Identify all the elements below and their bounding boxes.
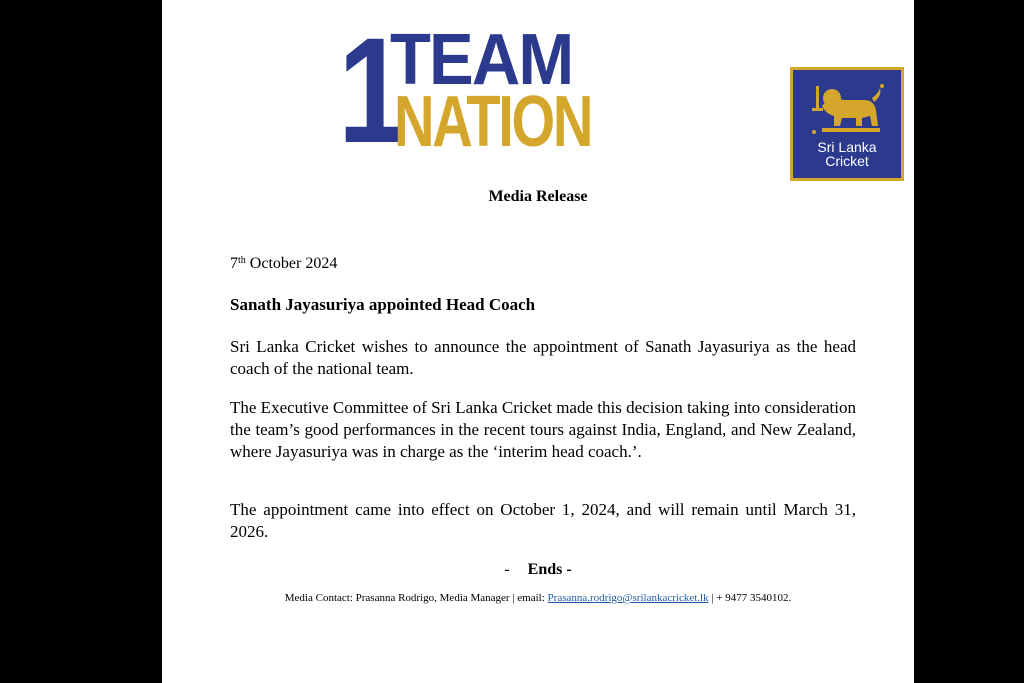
release-date <box>230 255 337 273</box>
date-month-year: October 2024 <box>245 255 338 272</box>
badge-text-cricket: Cricket <box>825 153 869 169</box>
contact-email-link[interactable]: Prasanna.rodrigo@srilankacricket.lk <box>547 592 709 604</box>
lion-with-sword-icon <box>812 84 884 136</box>
logo-word-nation: NATION <box>394 82 592 162</box>
media-contact-line <box>162 592 914 604</box>
contact-prefix: Media Contact: Prasanna Rodrigo, Media Manager | email: <box>284 592 548 604</box>
paragraph-announcement: Sri Lanka Cricket wishes to announce the appointment of Sanath Jayasuriya as the head coach of the national team. <box>230 337 856 378</box>
ends-dash: - <box>504 561 510 578</box>
date-suffix: th <box>238 255 246 266</box>
sri-lanka-cricket-badge <box>790 67 904 181</box>
one-team-one-nation-logo <box>338 6 877 174</box>
badge-text-sri-lanka: Sri Lanka <box>817 139 877 155</box>
document-title: Media Release <box>488 188 588 205</box>
logo-word-team: TEAM <box>390 20 573 100</box>
ends-marker <box>162 561 914 579</box>
media-release-page <box>162 0 914 683</box>
ends-text: Ends - <box>527 561 572 578</box>
date-day: 7 <box>230 255 238 272</box>
contact-phone: | + 9477 3540102. <box>708 592 792 604</box>
paragraph-committee-decision: The Executive Committee of Sri Lanka Cricket made this decision taking into consideration the team’s good performances in the recent tours against India, England, and New Zealand, where Jayasuriya was in charge as the ‘interim head coach.’. <box>230 398 857 461</box>
paragraph-effective-dates: The appointment came into effect on October 1, 2024, and will remain until March 31, 2026. <box>230 500 856 541</box>
logo-numeral-one: 1 <box>338 6 404 174</box>
headline: Sanath Jayasuriya appointed Head Coach <box>230 295 536 314</box>
